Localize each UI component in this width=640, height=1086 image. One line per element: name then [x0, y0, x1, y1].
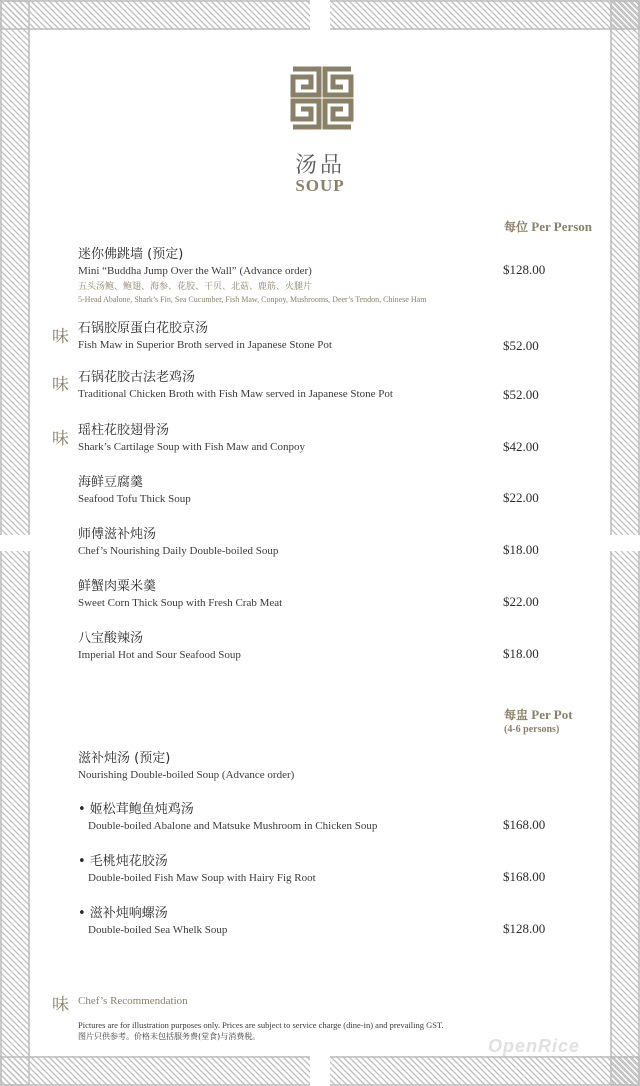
menu-item — [78, 369, 498, 401]
page-title-en: SOUP — [295, 176, 345, 195]
menu-item — [78, 526, 498, 558]
item-name-en: Seafood Tofu Thick Soup — [78, 493, 191, 505]
price-header-en: Per Person — [531, 219, 593, 234]
item-name-en: Double-boiled Sea Whelk Soup — [88, 924, 228, 936]
price-header-per-person — [504, 218, 592, 235]
group-name-cn: 滋补炖汤 (预定) — [78, 751, 171, 766]
menu-item — [78, 578, 498, 610]
disclaimer-cn: 图片只供参考。价格未包括服务费(堂食)与消费税。 — [78, 1032, 261, 1041]
item-name-cn: 师傅滋补炖汤 — [78, 527, 157, 542]
greek-key-logo-icon — [290, 66, 354, 130]
menu-item — [78, 246, 498, 305]
disclaimer — [78, 1020, 498, 1042]
item-ingredients-en: 5-Head Abalone, Shark’s Fin, Sea Cucumber, Fish Maw, Conpoy, Mushrooms, Deer’s Tendon, Chinese Ham — [78, 295, 427, 304]
chef-recommendation-icon: 味 — [52, 429, 69, 449]
chef-recommendation-legend-icon: 味 — [52, 995, 69, 1015]
menu-item — [78, 320, 498, 352]
item-price: $18.00 — [503, 646, 539, 661]
item-price: $168.00 — [503, 869, 546, 884]
item-name-cn: 石锅胶原蛋白花胶京汤 — [78, 321, 209, 336]
frame-gap-bottom — [310, 1056, 330, 1086]
item-price: $168.00 — [503, 817, 546, 832]
item-price: $128.00 — [503, 921, 546, 936]
page-title-cn: 汤品 — [294, 153, 345, 178]
item-price: $128.00 — [503, 262, 546, 277]
price-header-en: Per Pot — [531, 707, 573, 722]
item-price: $52.00 — [503, 387, 539, 402]
price-header-cn: 每盅 — [504, 708, 529, 722]
chef-recommendation-legend: Chef’s Recommendation — [78, 995, 188, 1007]
item-name-en: Traditional Chicken Broth with Fish Maw served in Japanese Stone Pot — [78, 388, 393, 400]
item-name-cn: • 毛桃炖花胶汤 — [78, 854, 168, 869]
item-name-en: Shark’s Cartilage Soup with Fish Maw and Conpoy — [78, 441, 306, 453]
item-price: $18.00 — [503, 542, 539, 557]
menu-item — [78, 801, 498, 833]
price-header-cn: 每位 — [504, 220, 529, 234]
menu-item — [78, 422, 498, 454]
menu-group-heading — [78, 750, 498, 782]
item-name-cn: 瑶柱花胶翅骨汤 — [78, 423, 170, 438]
item-name-en: Mini “Buddha Jump Over the Wall” (Advance order) — [78, 265, 312, 277]
openrice-watermark: OpenRice — [488, 1036, 581, 1056]
item-name-cn: 鲜蟹肉粟米羹 — [78, 579, 157, 594]
item-ingredients-cn: 五头汤鲍、鲍翅、海参、花胶、干贝、北菇、鹿筋、火腿片 — [78, 282, 313, 292]
group-name-en: Nourishing Double-boiled Soup (Advance order) — [78, 769, 295, 781]
item-price: $52.00 — [503, 338, 539, 353]
price-header-note: (4-6 persons) — [504, 724, 560, 735]
menu-item — [78, 853, 498, 885]
item-price: $22.00 — [503, 490, 539, 505]
disclaimer-en: Pictures are for illustration purposes only. Prices are subject to service charge (dine-in) and prevailing GST. — [78, 1020, 444, 1030]
item-name-en: Double-boiled Abalone and Matsuke Mushroom in Chicken Soup — [88, 820, 378, 832]
item-name-cn: 八宝酸辣汤 — [78, 631, 144, 646]
menu-item — [78, 905, 498, 937]
menu-item — [78, 630, 498, 662]
item-name-en: Chef’s Nourishing Daily Double-boiled Soup — [78, 545, 279, 557]
item-name-cn: 海鲜豆腐羹 — [78, 475, 144, 490]
item-name-en: Double-boiled Fish Maw Soup with Hairy Fig Root — [88, 872, 316, 884]
item-name-en: Imperial Hot and Sour Seafood Soup — [78, 649, 241, 661]
item-price: $22.00 — [503, 594, 539, 609]
item-price: $42.00 — [503, 439, 539, 454]
frame-gap-top — [310, 0, 330, 30]
item-name-cn: • 姬松茸鲍鱼炖鸡汤 — [78, 802, 194, 817]
item-name-cn: 石锅花胶古法老鸡汤 — [78, 370, 196, 385]
menu-item — [78, 474, 498, 506]
frame-gap-left — [0, 535, 30, 551]
item-name-cn: 迷你佛跳墙 (预定) — [78, 247, 184, 262]
item-name-en: Fish Maw in Superior Broth served in Japanese Stone Pot — [78, 339, 332, 351]
item-name-cn: • 滋补炖响螺汤 — [78, 906, 168, 921]
price-header-per-pot — [504, 706, 573, 723]
item-name-en: Sweet Corn Thick Soup with Fresh Crab Meat — [78, 597, 283, 609]
chef-recommendation-icon: 味 — [52, 327, 69, 347]
chef-recommendation-icon: 味 — [52, 375, 69, 395]
frame-gap-right — [610, 535, 640, 551]
